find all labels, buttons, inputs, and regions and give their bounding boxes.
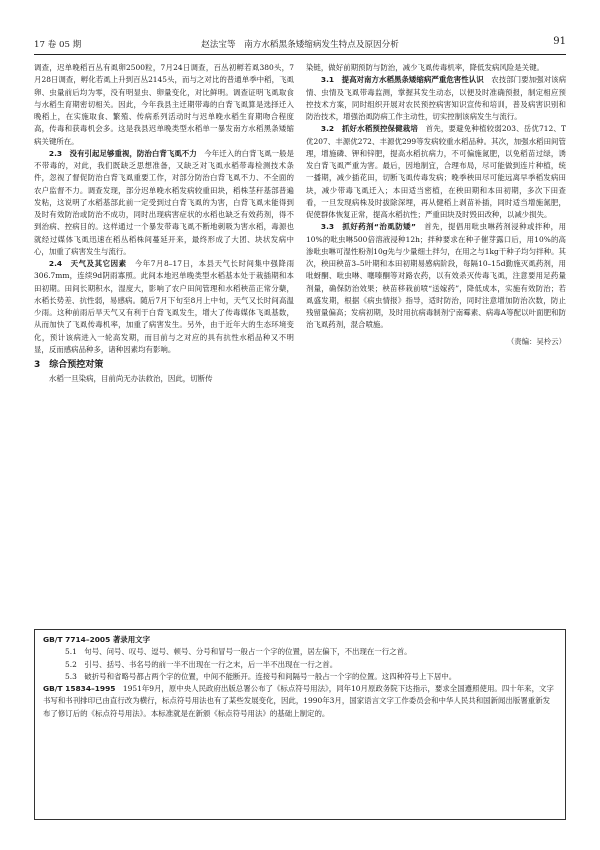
paragraph: 染链，做好前期预防与防治，减少飞虱传毒机率，降低发病风险是关键。 bbox=[306, 63, 544, 72]
section-heading: 3.3 抓好药剂“治虱防矮” bbox=[320, 222, 416, 232]
section-heading: 2.3 没有引起足够重视，防治白背飞虱不力 bbox=[48, 148, 197, 158]
paragraph: 水稻一旦染病，目前尚无办法救治，因此，切断传 bbox=[48, 374, 213, 384]
standard-text: 1951年9月，原中央人民政府出版总署公布了《标点符号用法》，同年10月原政务院下达指示，要求全国遵照使用。四十年来，文字书写和书刊排印已由直行改为横行，标点符号用法也有了某些发展变化，因此，1990年3月，国家语言文字工作委员会和中华人民共和国新闻出版署重新发布了修订后的《标点符号用法》。本标准就是在新颁《标点符号用法》的基础上制定的。 bbox=[43, 684, 554, 718]
section-2-4 bbox=[34, 258, 294, 356]
box-title: GB/T 15834–1995 bbox=[43, 684, 116, 694]
section-heading: 2.4 天气及其它因素 bbox=[48, 259, 127, 268]
left-column bbox=[34, 62, 294, 386]
section-3-1 bbox=[306, 74, 566, 123]
section-text: 今年7月8–17日，本县天气长时间集中强降雨306.7mm，连续9d阴雨寡照。此间本地迟单晚类型水稻基本处于栽插期和本田初期。田间长期积水，湿度大，影响了农户田间管理和水稻秧苗正常分蘖，水稻长势差、抗性弱，易感病。随后7月下旬至8月上中旬，天气又长时间高温少雨。这种前雨后旱天气又有利于白背飞虱发生，增大了传毒媒体飞虱基数，从而加快了飞虱传毒机率，加重了病害发生。另外，由于近年大的生态环境变化，预计该病进入一轮高发期，而目前与之对应的具有抗性水稻品种又不明显，反而感病品种多，诸种因素均有影响。 bbox=[34, 259, 295, 354]
section-3-3 bbox=[306, 221, 566, 331]
page-number: 91 bbox=[553, 36, 566, 47]
rule-5-2: 5.2 引号、括号、书名号的前一半不出现在一行之末，后一半不出现在一行之首。 bbox=[65, 659, 338, 669]
section-text: 首先，提倡用吡虫啉药剂浸种或拌种，用10%的吡虫啉500倍溶液浸种12h；拌种要求在种子催芽露口后，用10%的高渗吡虫啉可湿性粉剂10g先与少量细土拌匀，在用之与1kg干种子均匀拌种。其次，秧田秧苗3–5叶期和本田初期易感病阶段，每隔10–15d勤施灭虱药剂，用吡蚜酮、吡虫啉、噻嗪酮等对路农药，以有效杀灭传毒飞虱，注意要用足药量剂量，确保防治效果；秧苗移栽前喷“送嫁药”，降低成本，实施有效防治；若虱盛发期，根据《病虫情报》指导，适时防治，同时注意增加防治次数，防止残留量偏高；发病初期，及时用抗病毒制剂宁南霉素、病毒A等配以叶面肥和防治飞虱药剂，混合喷施。 bbox=[306, 222, 567, 330]
standards-box bbox=[34, 629, 566, 820]
box-title: GB/T 7714–2005 著录用文字 bbox=[43, 635, 151, 644]
section-3-2 bbox=[306, 123, 566, 221]
issue-label: 17 卷 05 期 bbox=[34, 40, 82, 50]
section-3-heading: 3 综合预控对策 bbox=[34, 360, 104, 370]
editor-credit: （责编：吴柃云） bbox=[506, 336, 566, 346]
paragraph: 调查，迟单晚稻百丛有虱卵2500粒，7月24日调查，百丛初孵若虱380头，7月28日调查，孵化若虱上升到百丛2145头，而与之对比的普通单季中稻，飞虱卵、虫量前后均为零，没有明显虫、卵量变化，对比鲜明。调查证明飞虱取食与水稻生育期密切相关。因此，今年我县主迁期带毒的白背飞虱算是选择迁入晚稻上，在实施取食、繁殖、传病系列活动时与迟单晚水稻生育期吻合程度高，传毒和获毒机会多。这是我县迟单晚类型水稻单一暴发南方水稻黑条矮缩病关键所在。 bbox=[34, 63, 294, 146]
section-text: 首先，要避免种植较弱203、岳优712、T优207、丰源优272、丰源优299等发病较重水稻品种。其次，加强水稻田间管理，增施磷、钾和锌肥，提高水稻抗病力，不可偏施氮肥，以免稻苗过绿，诱发白背飞虱严重为害。最后，因地制宜，合理布局，尽可能做到连片种植，统一播期，减少插花田，切断飞虱传毒发病；晚季秧田尽可能远离早季稻发病田块，减少带毒飞虱迁入；本田适当密植，在秧田期和本田初期，多次下田查看，一旦发现病株及时拔除深埋，再从健稻上剥苗补插，同时适当增施氮肥，促使群体恢复正常，提高水稻抗性；严重田块及时毁田改种，以减少损失。 bbox=[306, 124, 566, 219]
right-column bbox=[306, 62, 566, 348]
section-heading: 3.2 抓好水稻预控保健栽培 bbox=[320, 124, 419, 134]
header-rule bbox=[34, 54, 566, 55]
section-text: 农技部门要加强对该病情、虫情及飞虱带毒监测，掌握其发生动态，以便及时准确预报，制定相应预控技术方案，同时组织开展对农民预控病害知识宣传和培训，普及病害识别和防治技术，增强治虱防病工作主动性，切实控制该病发生与流行。 bbox=[306, 75, 567, 121]
rule-5-1: 5.1 句号、问号、叹号、逗号、顿号、分号和冒号一般占一个字的位置，居左偏下，不出现在一行之首。 bbox=[65, 647, 412, 657]
running-title: 赵法宝等 南方水稻黑条矮缩病发生特点及原因分析 bbox=[201, 40, 399, 50]
standard-paragraph bbox=[43, 683, 557, 720]
section-2-3 bbox=[34, 148, 294, 258]
section-heading: 3.1 提高对南方水稻黑条矮缩病严重危害性认识 bbox=[320, 75, 484, 85]
rule-5-3: 5.3 破折号和省略号都占两个字的位置，中间不能断开。连接号和间隔号一般占一个字的位置。这四种符号上下居中。 bbox=[65, 671, 457, 681]
section-text: 今年迁入的白背飞虱一般是不带毒的，对此，我们既缺乏思想准备，又缺乏对飞虱水稻带毒检测技术条件，忽视了督促防治白背飞虱重要工作，对部分防治白背飞虱不力、不全面的农户监督不力。调查发现，部分迟单晚水稻发病较重田块，稻株茎秆基部普遍发粘，这说明了水稻基部此前一定受到过白背飞虱的为害，白背飞虱未能得到及时有效防治或防治不成功，同时出现病害症状的水稻也缺乏有效药剂，得不到治病、控病目的。这样通过一个暴发带毒飞虱不断地刺吸为害水稻，毒源也就经过媒体飞虱迅速在稻丛稻株间蔓延开来，最终形成了大团、块状发病中心，加重了病害发生与流行。 bbox=[34, 148, 294, 256]
running-header bbox=[34, 38, 566, 54]
